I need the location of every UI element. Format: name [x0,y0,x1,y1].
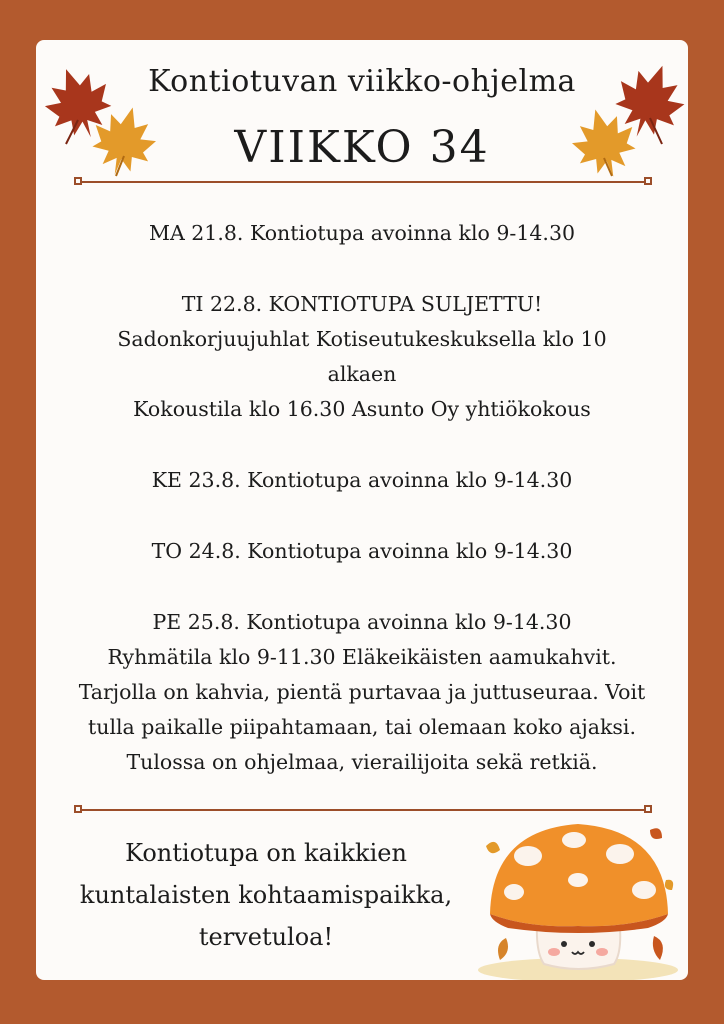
day-tuesday [66,287,658,427]
program-line: tulla paikalle piipahtamaan, tai olemaan koko ajaksi. [88,715,636,739]
footer-line: tervetuloa! [198,923,334,951]
program-line: alkaen [327,362,397,386]
divider-top [74,176,652,188]
day-wednesday [66,463,658,498]
program-line: PE 25.8. Kontiotupa avoinna klo 9-14.30 [152,610,572,634]
mushroom-character-icon [468,810,688,980]
footer-line: Kontiotupa on kaikkien [125,839,407,867]
program-line: MA 21.8. Kontiotupa avoinna klo 9-14.30 [148,221,576,245]
week-heading: VIIKKO 34 [234,122,490,173]
day-monday [66,216,658,251]
poster-card [36,40,688,980]
footer-message [66,832,466,958]
program-line: Tulossa on ohjelmaa, vierailijoita sekä retkiä. [126,750,598,774]
day-friday [66,605,658,780]
program-line: Ryhmätila klo 9-11.30 Eläkeikäisten aamukahvit. [107,645,617,669]
footer-line: kuntalaisten kohtaamispaikka, [79,881,453,909]
program-line: Kokoustila klo 16.30 Asunto Oy yhtiökokous [133,397,591,421]
weekly-program [66,216,658,816]
page-title: Kontiotuvan viikko-ohjelma [148,64,576,99]
program-line: Sadonkorjuujuhlat Kotiseutukeskuksella klo 10 [117,327,607,351]
program-line: Tarjolla on kahvia, pientä purtavaa ja juttuseuraa. Voit [78,680,646,704]
program-line: KE 23.8. Kontiotupa avoinna klo 9-14.30 [151,468,573,492]
program-line: TI 22.8. KONTIOTUPA SULJETTU! [181,292,543,316]
day-thursday [66,534,658,569]
program-line: TO 24.8. Kontiotupa avoinna klo 9-14.30 [151,539,573,563]
